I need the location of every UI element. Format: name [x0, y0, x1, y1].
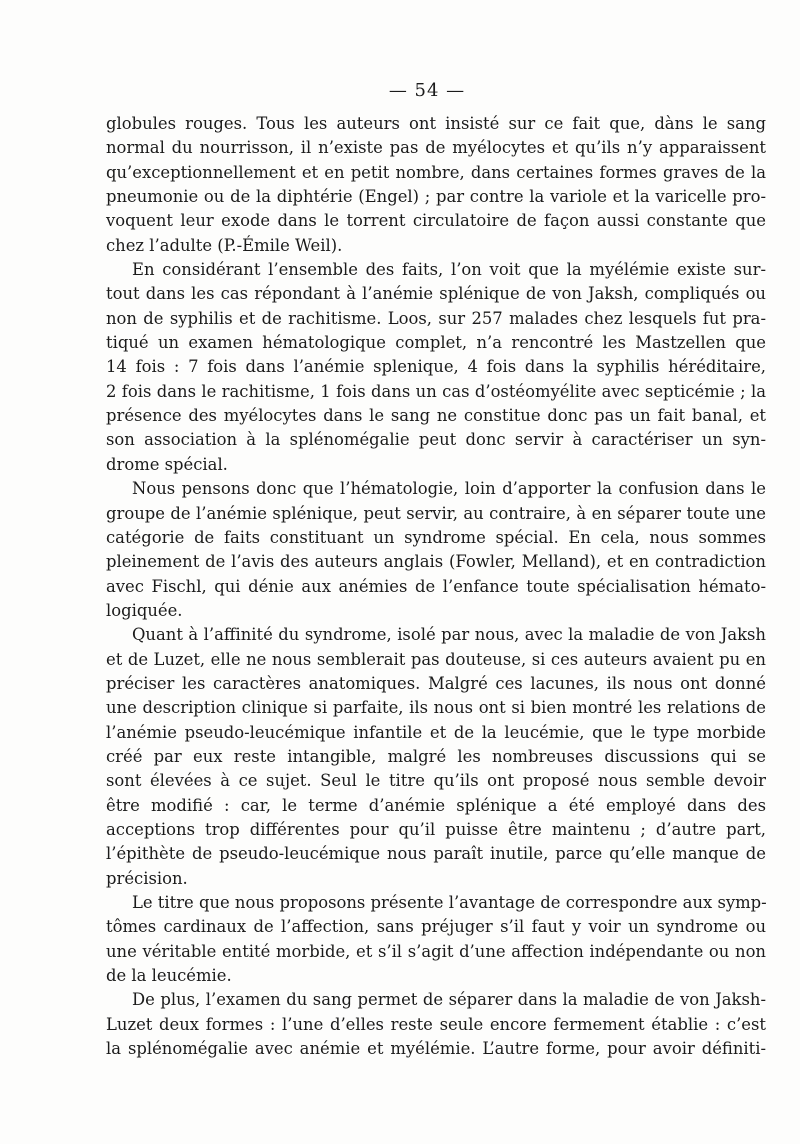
text-line: voquent leur exode dans le torrent circulatoire de façon aussi constante que [106, 211, 766, 231]
text-line: catégorie de faits constituant un syndrome spécial. En cela, nous sommes [106, 527, 766, 547]
text-line: Luzet deux formes : l’une d’elles reste seule encore fermement établie : c’est [106, 1014, 766, 1034]
text-line: groupe de l’anémie splénique, peut servir, au contraire, à en séparer toute une [106, 503, 766, 523]
text-line: son association à la splénomégalie peut donc servir à caractériser un syn- [106, 430, 766, 450]
text-line: une véritable entité morbide, et s’il s’agit d’une affection indépendante ou non [106, 941, 766, 961]
text-line: une description clinique si parfaite, ils nous ont si bien montré les relations de [106, 698, 766, 718]
paragraph [106, 112, 766, 258]
text-line: acceptions trop différentes pour qu’il puisse être maintenu ; d’autre part, [106, 819, 766, 839]
body-text [106, 112, 766, 1061]
text-line: tiqué un examen hématologique complet, n’a rencontré les Mastzellen que [106, 333, 766, 353]
text-line: 2 fois dans le rachitisme, 1 fois dans un cas d’ostéomyélite avec septicémie ; la [106, 381, 766, 401]
text-line: tout dans les cas répondant à l’anémie splénique de von Jaksh, compliqués ou [106, 284, 766, 304]
text-line: chez l’adulte (P.-Émile Weil). [106, 235, 343, 255]
text-line: pneumonie ou de la diphtérie (Engel) ; par contre la variole et la varicelle pro- [106, 187, 766, 207]
text-line: créé par eux reste intangible, malgré les nombreuses discussions qui se [106, 746, 766, 766]
paragraph [106, 988, 766, 1061]
paragraph [106, 623, 766, 891]
text-line: et de Luzet, elle ne nous semblerait pas douteuse, si ces auteurs avaient pu en [106, 649, 766, 669]
paragraph [106, 477, 766, 623]
text-line: de la leucémie. [106, 966, 232, 986]
text-line: la splénomégalie avec anémie et myélémie. L’autre forme, pour avoir définiti- [106, 1039, 766, 1059]
text-line: 14 fois : 7 fois dans l’anémie splenique, 4 fois dans la syphilis héréditaire, [106, 357, 766, 377]
text-line: l’épithète de pseudo-leucémique nous paraît inutile, parce qu’elle manque de [106, 844, 766, 864]
paragraph [106, 891, 766, 988]
paragraph [106, 258, 766, 477]
text-line: être modifié : car, le terme d’anémie splénique a été employé dans des [106, 795, 766, 815]
text-line: tômes cardinaux de l’affection, sans préjuger s’il faut y voir un syndrome ou [106, 917, 766, 937]
text-line: non de syphilis et de rachitisme. Loos, sur 257 malades chez lesquels fut pra- [106, 308, 766, 328]
text-line: avec Fischl, qui dénie aux anémies de l’enfance toute spécialisation hémato- [106, 576, 766, 596]
text-line: qu’exceptionnellement et en petit nombre, dans certaines formes graves de la [106, 162, 766, 182]
text-line: présence des myélocytes dans le sang ne constitue donc pas un fait banal, et [106, 406, 766, 426]
text-line: Quant à l’affinité du syndrome, isolé par nous, avec la maladie de von Jaksh [132, 625, 766, 645]
text-line: Le titre que nous proposons présente l’avantage de correspondre aux symp- [132, 893, 767, 912]
text-line: précision. [106, 868, 188, 888]
text-line: sont élevées à ce sujet. Seul le titre qu’ils ont proposé nous semble devoir [106, 771, 766, 791]
text-line: Nous pensons donc que l’hématologie, loin d’apporter la confusion dans le [132, 479, 766, 499]
text-line: En considérant l’ensemble des faits, l’on voit que la myélémie existe sur- [132, 260, 766, 280]
text-line: De plus, l’examen du sang permet de séparer dans la maladie de von Jaksh- [132, 990, 766, 1010]
text-line: globules rouges. Tous les auteurs ont insisté sur ce fait que, dàns le sang [106, 114, 766, 133]
text-line: drome spécial. [106, 454, 228, 474]
text-line: logiquée. [106, 600, 183, 620]
text-line: préciser les caractères anatomiques. Malgré ces lacunes, ils nous ont donné [106, 673, 766, 693]
page-number: — 54 — [388, 80, 466, 101]
text-line: normal du nourrisson, il n’existe pas de myélocytes et qu’ils n’y apparaissent [106, 138, 766, 158]
text-line: l’anémie pseudo-leucémique infantile et de la leucémie, que le type morbide [106, 722, 766, 742]
text-line: pleinement de l’avis des auteurs anglais (Fowler, Melland), et en contradiction [106, 552, 766, 572]
